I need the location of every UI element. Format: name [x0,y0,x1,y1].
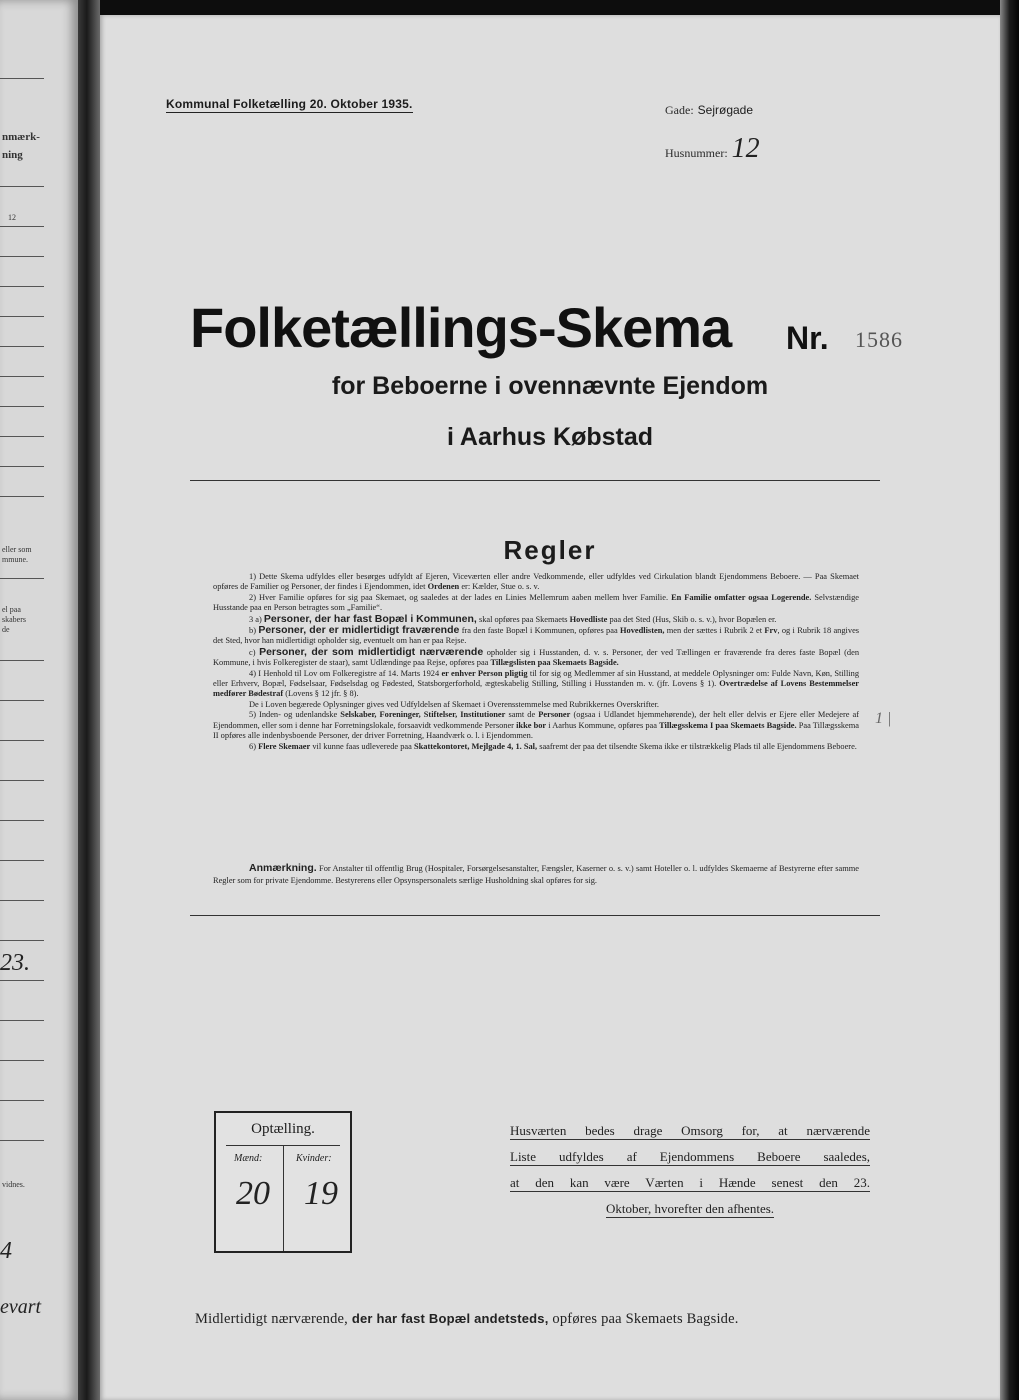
left-rule [0,700,44,701]
rule-4: 4) I Henhold til Lov om Folkeregistre af 14. Marts 1924 er enhver Person pligtig til for sig og Medlemmer af sin Husstand, at meddele Oplysninger om: Fulde Navn, Køn, Stilling eller Erhverv, Bopæl, Fødselsaar, Fødselsdag og Fødested, Statsborgerforhold, ægteskabelig Stilling, Stilling i Husstanden m. v. (jfr. Lovens § 1). Overtrædelse af Lovens Bestemmelser medfører Bødestraf (Lovens § 12 jfr. § 8). [213,668,860,699]
rule-3a: 3 a) Personer, der har fast Bopæl i Kommunen, skal opføres paa Skemaets Hovedliste paa det Sted (Hus, Skib o. s. v.), hvor Bopælen er. [249,612,777,625]
street-value: Sejrøgade [697,103,754,117]
left-fragment: eller som mmune. [2,545,32,564]
left-rule [0,226,44,227]
left-rule [0,78,44,79]
census-header: Kommunal Folketælling 20. Oktober 1935. [166,97,413,111]
left-rule [0,406,44,407]
women-count: 19 [304,1175,338,1212]
left-rule [0,780,44,781]
women-label: Kvinder: [296,1153,332,1164]
left-rule [0,316,44,317]
note-heading: Anmærkning. [249,862,317,874]
left-rule [0,940,44,941]
divider [190,915,880,916]
notice-line: Liste udfyldes af Ejendommens Beboere saaledes, [510,1149,870,1164]
count-title: Optælling. [251,1121,315,1137]
house-number-value: 12 [731,133,760,164]
census-form-page [100,15,1000,1400]
note-paragraph [213,863,859,886]
left-handwriting: evart [0,1296,42,1318]
left-rule [0,860,44,861]
left-rule [0,578,44,579]
count-column-divider [283,1145,284,1251]
rules-text [213,572,859,752]
house-number-label: Husnummer: [665,146,728,160]
left-rule [0,376,44,377]
left-rule [0,900,44,901]
left-rule [0,740,44,741]
divider [190,480,880,481]
street-row [665,101,753,119]
form-subtitle: for Beboerne i ovennævnte Ejendom [331,372,769,400]
left-rule [0,346,44,347]
rules-heading: Regler [503,535,597,565]
left-fragment: 12 [8,213,16,222]
men-label: Mænd: [234,1153,263,1164]
house-number-row [665,133,760,165]
left-rule [0,1100,44,1101]
form-number-label: Nr. [786,320,829,356]
form-number-stamp: 1586 [855,327,903,352]
pencil-mark: 1 | [875,710,892,727]
left-rule [0,466,44,467]
landlord-notice [510,1118,870,1222]
left-fragment: el paa skabers de [2,605,26,634]
note-text: For Anstalter til offentlig Brug (Hospitaler, Forsørgelsesanstalter, Fængsler, Kaserner o. s. v.) samt Hoteller o. l. udfyldes Skemaerne af Bestyrerne efter samme Regler som for private Ejendomme. Bestyrerens eller Opsynspersonalets særlige Husholdning skal opføres for sig. [213,864,859,885]
left-rule [0,186,44,187]
rule-3b: b) Personer, der er midlertidigt fraværende fra den faste Bopæl i Kommunen, opføres paa Hovedlisten, men der sættes i Rubrik 2 et Frv, og i Rubrik 18 angives det Sted, hvor han midlertidigt opholder sig, eventuelt om han er paa Rejse. [213,624,860,646]
page-edge [1000,0,1019,1400]
left-rule [0,1140,44,1141]
left-rule [0,286,44,287]
rule-1: 1) Dette Skema udfyldes eller besørges udfyldt af Ejeren, Viceværten eller andre Vedkommende, eller udfyldes ved Cirkulation blandt Ejendommens Beboere. — Paa Skemaet opføres de Familier og Personer, der findes i Ejendommen, idet Ordenen er: Kælder, Stue o. s. v. [213,572,859,592]
left-rule [0,1020,44,1021]
footer-note: Midlertidigt nærværende, der har fast Bopæl andetsteds, opføres paa Skemaets Bagside. [195,1311,739,1327]
book-gutter [78,0,100,1400]
left-handwriting: 23. [0,950,30,976]
men-count: 20 [236,1175,270,1212]
rule-3c: c) Personer, der som midlertidigt nærværende opholder sig i Husstanden, d. v. s. Personer, der ved Tællingen er fraværende fra deres faste Bopæl (den Kommune, i hvis Folkeregister de staar), samt Udlændinge paa Rejse, opføres paa Tillægslisten paa Skemaets Bagside. [213,645,860,668]
count-box [214,1111,352,1253]
left-rule [0,436,44,437]
left-rule [0,820,44,821]
form-subtitle-city: i Aarhus Købstad [446,423,654,451]
street-label: Gade: [665,103,694,117]
rule-6: 6) Flere Skemaer vil kunne faas udleverede paa Skattekontoret, Mejlgade 4, 1. Sal, saafremt der paa det tilsendte Skema ikke er tilstrækkelig Plads til alle Ejendommens Beboere. [249,741,857,751]
left-rule [0,496,44,497]
notice-line: Oktober, hvorefter den afhentes. [605,1201,775,1216]
notice-line: Husværten bedes drage Omsorg for, at nærværende [510,1123,870,1138]
notice-line: at den kan være Værten i Hænde senest den 23. [510,1175,870,1190]
rule-5: 5) Inden- og udenlandske Selskaber, Foreninger, Stiftelser, Institutioner samt de Personer (ogsaa i Udlandet hjemmehørende), der helt eller delvis er Ejere eller Medejere af Ejendommen, eller som i denne har Forretningslokale, forsaavidt vedkommende Personer ikke bor i Aarhus Kommune, opføres paa Tillægsskema I paa Skemaets Bagside. Paa Tillægsskema II opføres alle indenbysboende Personer, der driver Forretning, Haandværk o. l. i Ejendommen. [213,710,860,741]
left-fragment: vidnes. [2,1180,25,1189]
left-rule [0,660,44,661]
rule-4b: De i Loven begærede Oplysninger gives ved Udfyldelsen af Skemaet i Overensstemmelse med Rubrikkernes Overskrifter. [249,699,660,709]
left-handwriting: 4 [0,1238,12,1264]
left-facing-page [0,0,78,1400]
form-title: Folketællings-Skema [190,296,732,359]
left-rule [0,256,44,257]
left-rule [0,980,44,981]
left-fragment: nmærk- ning [2,131,40,161]
rule-2: 2) Hver Familie opføres for sig paa Skemaet, og saaledes at der lades en Linies Mellemrum aaben mellem hver Familie. En Familie omfatter ogsaa Logerende. Selvstændige Husstande paa en Person betragtes som „Familie“. [213,592,860,613]
left-rule [0,1060,44,1061]
